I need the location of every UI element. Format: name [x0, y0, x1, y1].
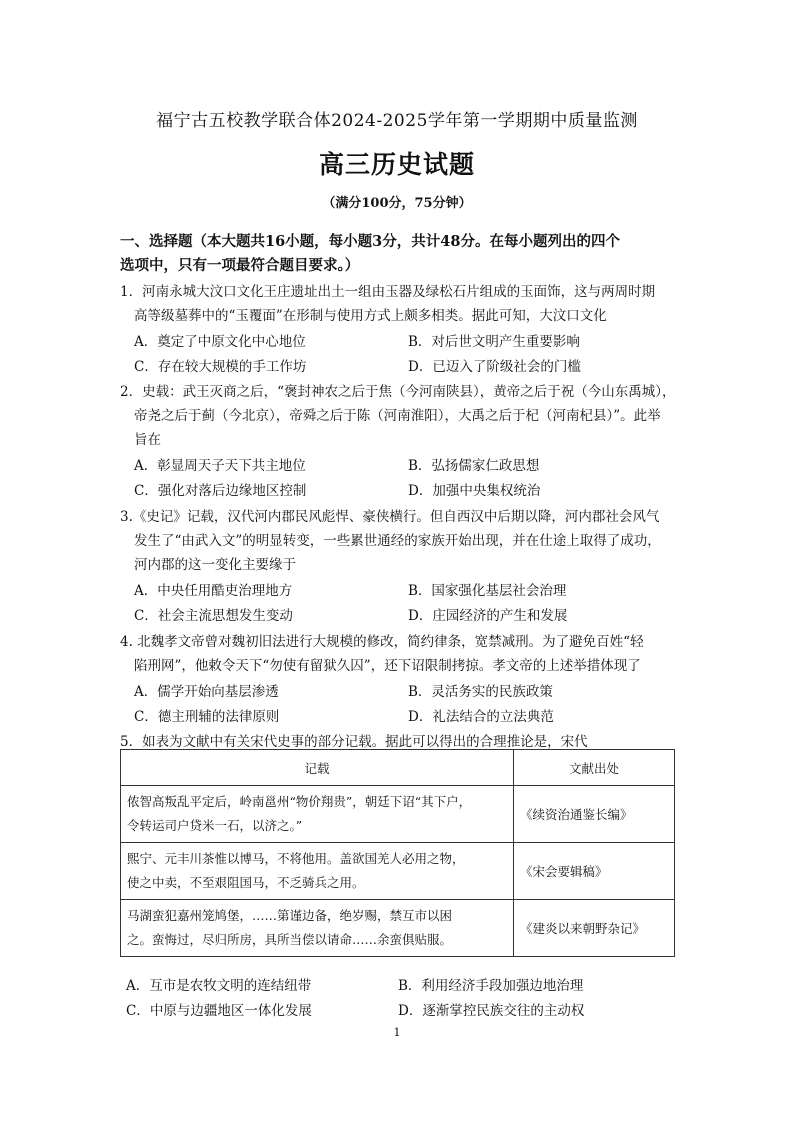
question-2-option-b: B．弘扬儒家仁政思想	[408, 458, 540, 474]
question-3-stem: 3.《史记》记载，汉代河内郡民风彪悍、豪侠横行。但自西汉中后期以降，河内郡社会风气	[120, 509, 660, 525]
table-row	[121, 900, 675, 957]
question-4-stem: 4. 北魏孝文帝曾对魏初旧法进行大规模的修改，简约律条，宽禁减刑。为了避免百姓“轻	[120, 634, 644, 650]
table-cell-source: 《续资治通鉴长编》	[514, 786, 675, 843]
section-heading-line2: 选项中，只有一项最符合题目要求。）	[120, 257, 360, 274]
question-1-stem-cont: 高等级墓葬中的“玉覆面”在形制与使用方式上颇多相类。据此可知，大汶口文化	[134, 308, 607, 324]
question-3-option-d: D．庄园经济的产生和发展	[408, 608, 568, 624]
section-heading-line1: 一、选择题（本大题共16小题，每小题3分，共计48分。在每小题列出的四个	[120, 233, 620, 250]
question-5-option-b: B．利用经济手段加强边地治理	[398, 978, 584, 994]
question-2-stem-cont2: 旨在	[134, 432, 161, 448]
question-4-option-c: C．德主刑辅的法律原则	[134, 709, 280, 725]
question-4-option-a: A．儒学开始向基层渗透	[134, 684, 279, 700]
table-header-record: 记载	[121, 750, 514, 786]
record-text-line: 侬智高叛乱平定后，岭南邕州“物价翔贵”，朝廷下诏“其下户，	[127, 794, 472, 809]
page-number: 1	[393, 1026, 401, 1039]
table-cell-record	[121, 786, 514, 843]
record-text-line: 之。蛮悔过，尽归所房，具所当偿以请命……余蛮俱贴服。	[127, 932, 453, 947]
question-3-stem-cont2: 河内郡的这一变化主要缘于	[134, 557, 296, 573]
table-header-source: 文献出处	[514, 750, 675, 786]
table-row	[121, 843, 675, 900]
table-cell-record	[121, 843, 514, 900]
question-1-option-d: D．已迈入了阶级社会的门槛	[408, 359, 581, 375]
question-2-option-c: C．强化对落后边缘地区控制	[134, 483, 307, 499]
table-cell-source: 《建炎以来朝野杂记》	[514, 900, 675, 957]
table-row	[121, 786, 675, 843]
record-text-line: 马湖蛮犯嘉州笼鸠堡，……第谨边备，绝岁赐，禁互市以困	[127, 908, 453, 923]
question-5-option-c: C．中原与边疆地区一体化发展	[126, 1003, 312, 1019]
question-2-option-a: A．彰显周天子天下共主地位	[134, 458, 306, 474]
record-text-line: 令转运司户贷米一石，以济之。”	[127, 818, 303, 833]
exam-title-line1: 福宁古五校教学联合体2024-2025学年第一学期期中质量监测	[156, 111, 638, 131]
question-3-option-c: C．社会主流思想发生变动	[134, 608, 293, 624]
question-5-option-d: D．逐渐掌控民族交往的主动权	[398, 1003, 585, 1019]
question-4-option-b: B．灵活务实的民族政策	[408, 684, 553, 700]
record-text-line: 熙宁、元丰川茶惟以博马，不将他用。盖欲国羌人必用之物，	[127, 851, 465, 866]
question-5-stem: 5．如表为文献中有关宋代史事的部分记载。据此可以得出的合理推论是，宋代	[120, 734, 588, 750]
table-cell-record	[121, 900, 514, 957]
question-1-stem: 1．河南永城大汶口文化王庄遗址出土一组由玉器及绿松石片组成的玉面饰，这与两周时期	[120, 284, 656, 300]
question-1-option-c: C．存在较大规模的手工作坊	[134, 359, 307, 375]
question-2-option-d: D．加强中央集权统治	[408, 483, 541, 499]
question-3-option-a: A．中央任用酷吏治理地方	[134, 583, 293, 599]
table-header-row	[121, 750, 675, 786]
question-1-option-a: A．奠定了中原文化中心地位	[134, 334, 306, 350]
exam-title: 高三历史试题	[318, 150, 475, 179]
question-4-stem-cont: 陷刑网”，他敕令天下“勿使有留狱久囚”，还下诏限制拷掠。孝文帝的上述举措体现了	[134, 658, 641, 674]
question-3-option-b: B．国家强化基层社会治理	[408, 583, 567, 599]
question-3-stem-cont: 发生了“由武入文”的明显转变，一些累世通经的家族开始出现，并在仕途上取得了成功，	[134, 533, 661, 549]
question-2-stem: 2．史载：武王灭商之后，“褒封神农之后于焦（今河南陕县），黄帝之后于祝（今山东禹城），	[120, 384, 676, 400]
question-5-option-a: A．互市是农牧文明的连结纽带	[126, 978, 312, 994]
question-1-option-b: B．对后世文明产生重要影响	[408, 334, 580, 350]
record-text-line: 使之中卖，不至艰阻国马，不乏骑兵之用。	[127, 875, 365, 890]
question-2-stem-cont: 帝尧之后于蓟（今北京），帝舜之后于陈（河南淮阳），大禹之后于杞（河南杞县）”。此举	[134, 408, 661, 424]
records-table	[120, 749, 675, 957]
question-4-option-d: D．礼法结合的立法典范	[408, 709, 554, 725]
table-cell-source: 《宋会要辑稿》	[514, 843, 675, 900]
exam-subtitle: （满分100分，75分钟）	[322, 196, 472, 211]
